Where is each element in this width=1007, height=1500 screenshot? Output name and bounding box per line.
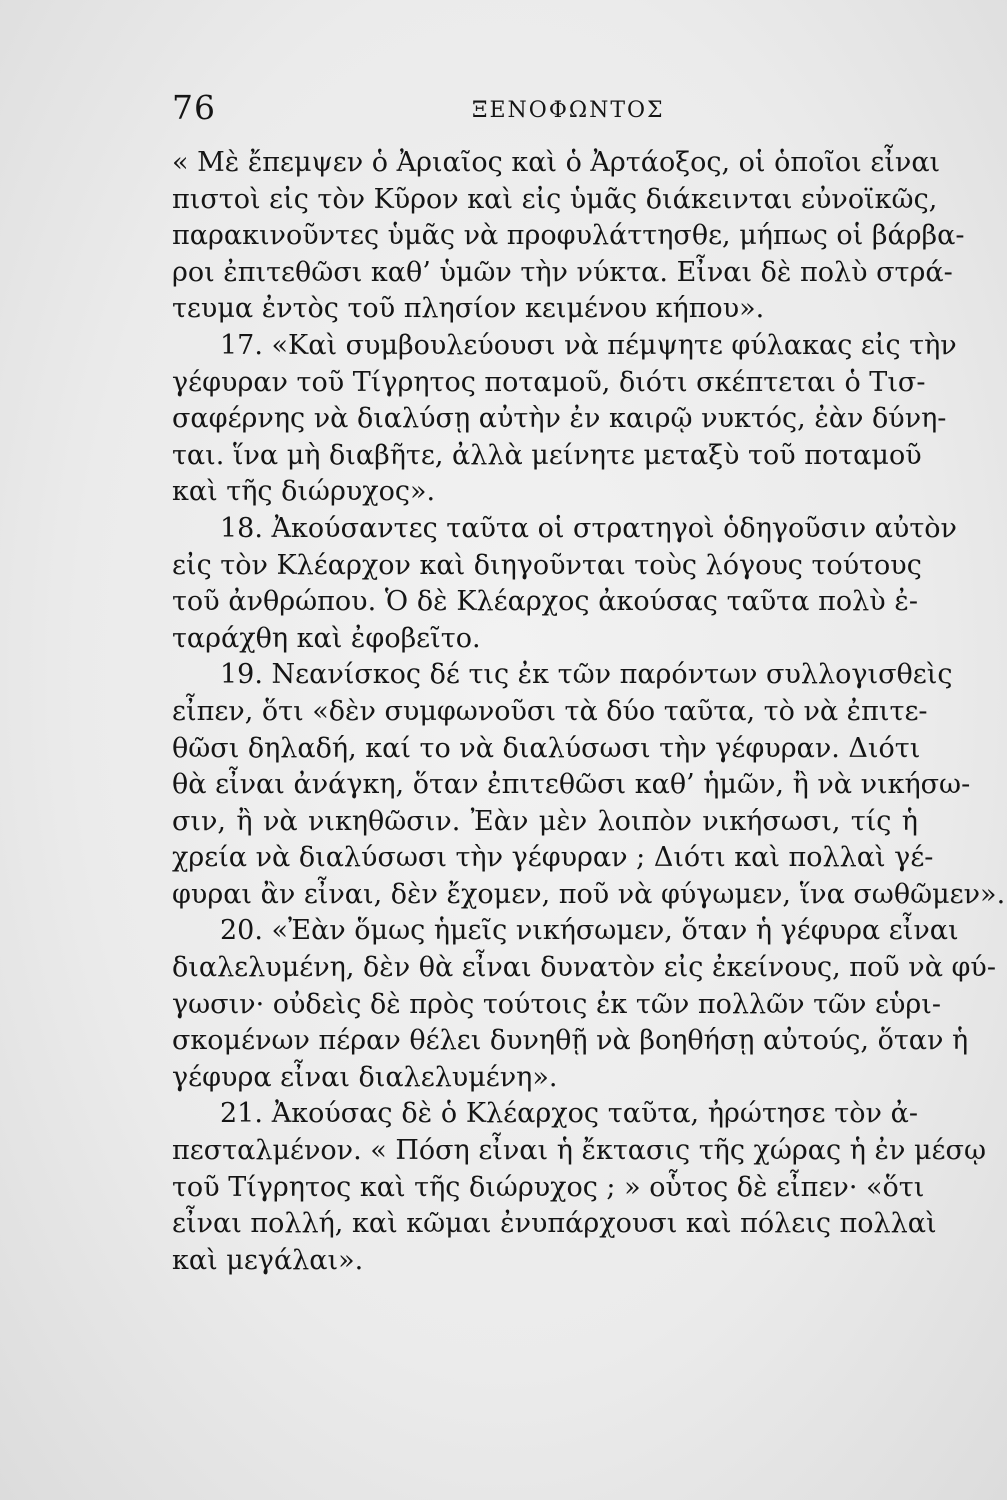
body-text bbox=[172, 145, 1006, 1279]
text-line: 20. «Ἐὰν ὅμως ἡμεῖς νικήσωμεν, ὅταν ἡ γέφυρα εἶναι bbox=[220, 915, 959, 947]
text-line: γωσιν· οὐδεὶς δὲ πρὸς τούτοις ἐκ τῶν πολλῶν τῶν εὑρι- bbox=[172, 988, 942, 1020]
text-line: γέφυρα εἶναι διαλελυμένη». bbox=[172, 1061, 558, 1093]
text-line: εἰς τὸν Κλέαρχον καὶ διηγοῦνται τοὺς λόγους τούτους bbox=[172, 549, 922, 581]
text-line: χρεία νὰ διαλύσωσι τὴν γέφυραν ; Διότι καὶ πολλαὶ γέ- bbox=[172, 842, 934, 874]
page-number: 76 bbox=[172, 88, 216, 127]
page-header bbox=[172, 88, 918, 138]
text-line: εἶναι πολλή, καὶ κῶμαι ἐνυπάρχουσι καὶ πόλεις πολλαὶ bbox=[172, 1208, 937, 1240]
text-line: 18. Ἀκούσαντες ταῦτα οἱ στρατηγοὶ ὁδηγοῦσιν αὐτὸν bbox=[220, 512, 957, 544]
text-line: εἶπεν, ὅτι «δὲν συμφωνοῦσι τὰ δύο ταῦτα, τὸ νὰ ἐπιτε- bbox=[172, 695, 928, 727]
text-line: « Μὲ ἔπεμψεν ὁ Ἀριαῖος καὶ ὁ Ἀρτάοξος, οἱ ὁποῖοι εἶναι bbox=[172, 147, 941, 178]
text-line: καὶ τῆς διώρυχος». bbox=[172, 476, 436, 508]
running-head: ΞΕΝΟΦΩΝΤΟΣ bbox=[472, 98, 665, 123]
text-line: καὶ μεγάλαι». bbox=[172, 1244, 364, 1276]
text-line: 21. Ἀκούσας δὲ ὁ Κλέαρχος ταῦτα, ἠρώτησε τὸν ἀ- bbox=[220, 1098, 918, 1130]
text-line: διαλελυμένη, δὲν θὰ εἶναι δυνατὸν εἰς ἐκείνους, ποῦ νὰ φύ- bbox=[172, 952, 996, 984]
text-line: ροι ἐπιτεθῶσι καθ’ ὑμῶν τὴν νύκτα. Εἶναι δὲ πολὺ στρά- bbox=[172, 256, 953, 288]
text-line: σαφέρνης νὰ διαλύσῃ αὐτὴν ἐν καιρῷ νυκτός, ἐὰν δύνη- bbox=[172, 403, 947, 435]
text-line: πεσταλμένον. « Πόση εἶναι ἡ ἔκτασις τῆς χώρας ἡ ἐν μέσῳ bbox=[172, 1135, 986, 1167]
text-line: τοῦ ἀνθρώπου. Ὁ δὲ Κλέαρχος ἀκούσας ταῦτα πολὺ ἐ- bbox=[172, 586, 918, 618]
text-line: ταράχθη καὶ ἐφοβεῖτο. bbox=[172, 622, 481, 654]
text-line: παρακινοῦντες ὑμᾶς νὰ προφυλάττησθε, μήπως οἱ βάρβα- bbox=[172, 220, 965, 252]
text-line: γέφυραν τοῦ Τίγρητος ποταμοῦ, διότι σκέπτεται ὁ Τισ- bbox=[172, 366, 926, 398]
text-line: 17. «Καὶ συμβουλεύουσι νὰ πέμψητε φύλακας εἰς τὴν bbox=[220, 329, 957, 361]
text-line: θὰ εἶναι ἀνάγκη, ὅταν ἐπιτεθῶσι καθ’ ἡμῶν, ἢ νὰ νικήσω- bbox=[172, 769, 971, 801]
text-line: θῶσι δηλαδή, καί το νὰ διαλύσωσι τὴν γέφυραν. Διότι bbox=[172, 732, 921, 764]
text-line: φυραι ἂν εἶναι, δὲν ἔχομεν, ποῦ νὰ φύγωμεν, ἵνα σωθῶμεν». bbox=[172, 878, 1006, 910]
text-line: 19. Νεανίσκος δέ τις ἐκ τῶν παρόντων συλλογισθεὶς bbox=[220, 659, 953, 691]
text-line: ται. ἵνα μὴ διαβῆτε, ἀλλὰ μείνητε μεταξὺ τοῦ ποταμοῦ bbox=[172, 439, 922, 471]
text-line: σιν, ἢ νὰ νικηθῶσιν. Ἐὰν μὲν λοιπὸν νικήσωσι, τίς ἡ bbox=[172, 805, 918, 837]
text-line: σκομένων πέραν θέλει δυνηθῇ νὰ βοηθήσῃ αὐτούς, ὅταν ἡ bbox=[172, 1025, 969, 1057]
text-line: τοῦ Τίγρητος καὶ τῆς διώρυχος ; » οὗτος δὲ εἶπεν· «ὅτι bbox=[172, 1171, 925, 1203]
text-line: πιστοὶ εἰς τὸν Κῦρον καὶ εἰς ὑμᾶς διάκεινται εὐνοϊκῶς, bbox=[172, 183, 938, 215]
text-line: τευμα ἐντὸς τοῦ πλησίον κειμένου κήπου». bbox=[172, 293, 765, 325]
